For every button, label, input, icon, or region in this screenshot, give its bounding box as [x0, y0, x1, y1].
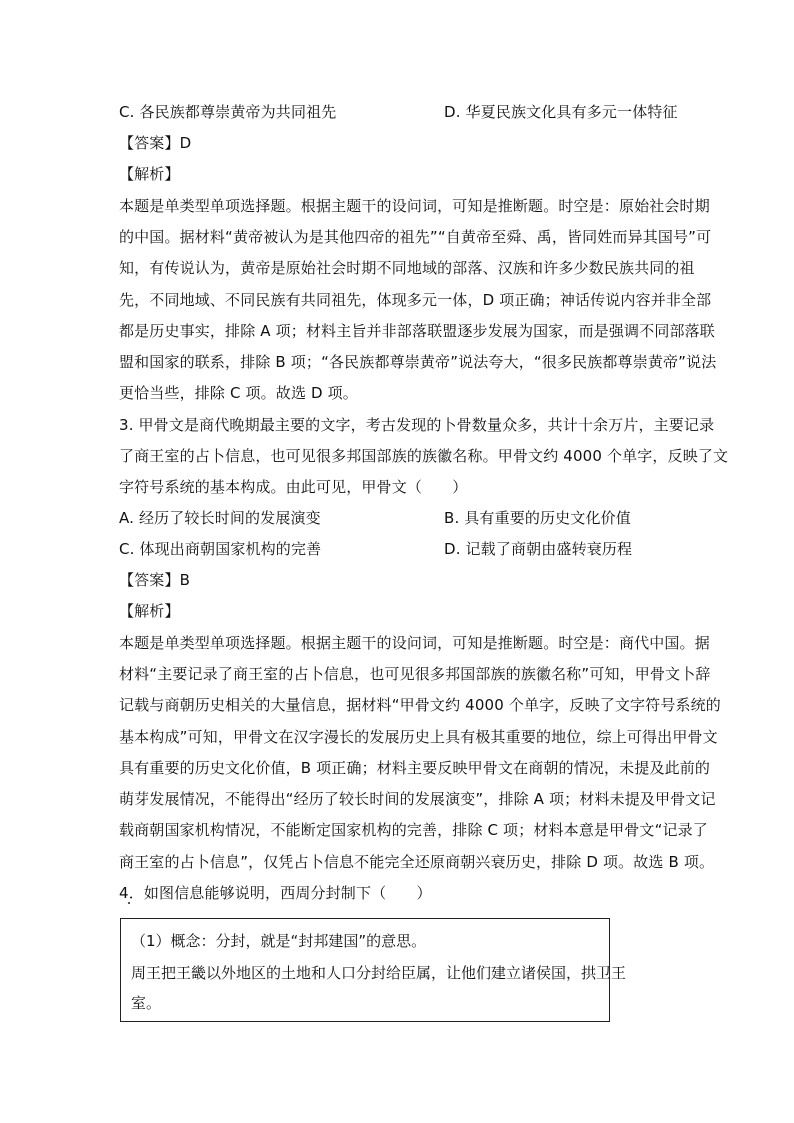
q3-analysis-label: 【解析】 [119, 602, 180, 620]
q2-analysis-line: 先，不同地域、不同民族有共同祖先，体现多元一体，D 项正确；神话传说内容并非全部 [119, 291, 712, 309]
q3-stem-line: 了商王室的占卜信息，也可见很多邦国部族的族徽名称。甲骨文约 4000 个单字，反映了文 [119, 447, 729, 465]
q2-analysis-label: 【解析】 [119, 165, 180, 183]
stray-dot [128, 902, 130, 904]
q2-analysis-line: 的中国。据材料“黄帝被认为是其他四帝的祖先”“自黄帝至舜、禹，皆同姓而异其国号”可 [119, 228, 712, 246]
q3-option-d: D. 记载了商朝由盛转衰历程 [444, 540, 633, 558]
q4-box-line: （1）概念：分封，就是“封邦建国”的意思。 [131, 932, 427, 950]
q3-analysis-line: 商王室的占卜信息”，仅凭占卜信息不能完全还原商朝兴衰历史，排除 D 项。故选 B 项。 [119, 853, 715, 871]
q2-option-d: D. 华夏民族文化具有多元一体特征 [444, 103, 678, 121]
q4-box-line: 室。 [131, 994, 162, 1012]
q3-option-a: A. 经历了较长时间的发展演变 [119, 509, 321, 527]
q3-analysis-line: 本题是单类型单项选择题。根据主题干的设问词，可知是推断题。时空是：商代中国。据 [119, 634, 710, 652]
q3-analysis-line: 记载与商朝历史相关的大量信息，据材料“甲骨文约 4000 个单字，反映了文字符号系统的 [119, 696, 721, 714]
q4-stem: 4．如图信息能够说明，西周分封制下（ ） [119, 884, 432, 902]
q3-analysis-line: 具有重要的历史文化价值，B 项正确；材料主要反映甲骨文在商朝的情况，未提及此前的 [119, 759, 711, 777]
q2-answer: 【答案】D [119, 134, 192, 152]
q3-analysis-line: 基本构成”可知，甲骨文在汉字漫长的发展历史上具有极其重要的地位，综上可得出甲骨文 [119, 728, 718, 746]
q3-stem-line: 字符号系统的基本构成。由此可见，甲骨文（ ） [119, 478, 468, 496]
q3-analysis-line: 载商朝国家机构情况，不能断定国家机构的完善，排除 C 项；材料本意是甲骨文“记录了 [119, 821, 708, 839]
q2-option-c: C. 各民族都尊崇黄帝为共同祖先 [119, 103, 337, 121]
q2-analysis-line: 都是历史事实，排除 A 项；材料主旨并非部落联盟逐步发展为国家，而是强调不同部落联 [119, 322, 715, 340]
q3-option-b: B. 具有重要的历史文化价值 [444, 509, 631, 527]
q2-analysis-line: 盟和国家的联系，排除 B 项；“各民族都尊崇黄帝”说法夸大，“很多民族都尊崇黄帝”说法 [119, 353, 717, 371]
q2-analysis-line: 本题是单类型单项选择题。根据主题干的设问词，可知是推断题。时空是：原始社会时期 [119, 197, 710, 215]
q3-answer: 【答案】B [119, 571, 191, 589]
q3-analysis-line: 萌芽发展情况，不能得出“经历了较长时间的发展演变”，排除 A 项；材料未提及甲骨文记 [119, 790, 716, 808]
q4-material-box [120, 918, 627, 1022]
q3-stem-line: 3. 甲骨文是商代晚期最主要的文字，考古发现的卜骨数量众多，共计十余万片，主要记录 [119, 416, 715, 434]
q4-box-line: 周王把王畿以外地区的土地和人口分封给臣属，让他们建立诸侯国，拱卫王 [131, 964, 627, 982]
q2-analysis-line: 知，有传说认为，黄帝是原始社会时期不同地域的部落、汉族和许多少数民族共同的祖 [119, 259, 695, 277]
q3-option-c: C. 体现出商朝国家机构的完善 [119, 540, 322, 558]
q3-analysis-line: 材料“主要记录了商王室的占卜信息，也可见很多邦国部族的族徽名称”可知，甲骨文卜辞 [119, 665, 711, 683]
q2-analysis-line: 更恰当些，排除 C 项。故选 D 项。 [119, 384, 358, 402]
